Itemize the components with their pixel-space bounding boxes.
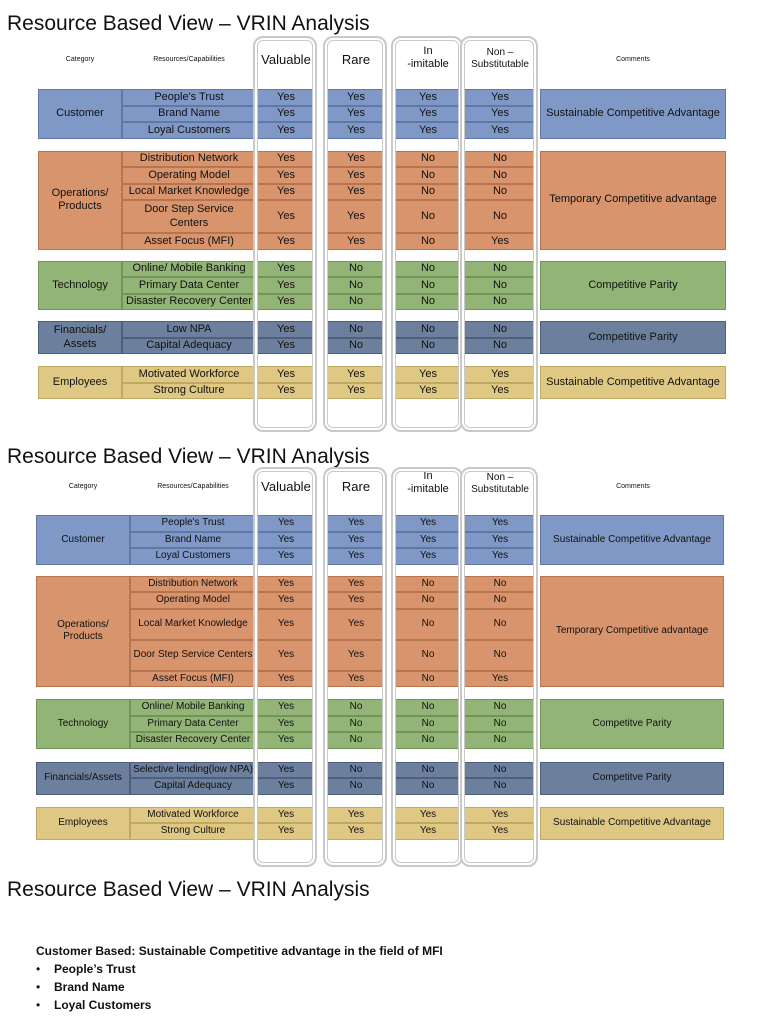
rare-cell: Yes (326, 233, 386, 250)
comment-cell: Competitive Parity (540, 321, 726, 354)
resource-cell: Brand Name (122, 106, 256, 123)
rare-cell: No (326, 716, 386, 733)
bullet-item (36, 962, 443, 980)
valuable-cell: Yes (256, 716, 316, 733)
valuable-cell: Yes (256, 778, 316, 795)
inimitable-cell: No (394, 699, 462, 716)
non-substitutable-cell: Yes (463, 366, 537, 383)
rare-cell: Yes (326, 592, 386, 609)
inimitable-cell: Yes (394, 106, 462, 123)
rare-cell: Yes (326, 89, 386, 106)
non-substitutable-cell: No (463, 716, 537, 733)
valuable-cell: Yes (256, 762, 316, 779)
header-comments: Comments (616, 56, 650, 63)
inimitable-cell: No (394, 576, 462, 593)
resource-cell: Low NPA (122, 321, 256, 338)
inimitable-cell: Yes (394, 366, 462, 383)
valuable-cell: Yes (256, 200, 316, 233)
bullet-icon: • (36, 998, 41, 1012)
inimitable-cell: No (394, 294, 462, 311)
non-substitutable-cell: Yes (463, 532, 537, 549)
resource-cell: Loyal Customers (130, 548, 256, 565)
inimitable-cell: No (394, 261, 462, 278)
valuable-cell: Yes (256, 732, 316, 749)
resource-cell: Motivated Workforce (122, 366, 256, 383)
category-cell: Customer (36, 515, 130, 565)
valuable-cell: Yes (256, 277, 316, 294)
rare-cell: Yes (326, 122, 386, 139)
non-substitutable-cell: Yes (463, 671, 537, 688)
valuable-cell: Yes (256, 261, 316, 278)
non-substitutable-cell: Yes (463, 807, 537, 824)
rare-cell: Yes (326, 609, 386, 640)
non-substitutable-cell: No (463, 732, 537, 749)
valuable-cell: Yes (256, 609, 316, 640)
resource-cell: Asset Focus (MFI) (130, 671, 256, 688)
inimitable-cell: Yes (394, 122, 462, 139)
non-substitutable-cell: No (463, 640, 537, 671)
inimitable-cell: No (394, 200, 462, 233)
comment-cell: Competitve Parity (540, 762, 724, 795)
inimitable-cell: No (394, 640, 462, 671)
non-substitutable-cell: Yes (463, 89, 537, 106)
slide-title: Resource Based View – VRIN Analysis (7, 445, 370, 468)
resource-cell: Loyal Customers (122, 122, 256, 139)
inimitable-cell: Yes (394, 383, 462, 400)
inimitable-cell: No (394, 592, 462, 609)
rare-cell: Yes (326, 640, 386, 671)
inimitable-cell: No (394, 233, 462, 250)
comment-cell: Sustainable Competitive Advantage (540, 89, 726, 139)
non-substitutable-cell: No (463, 592, 537, 609)
valuable-cell: Yes (256, 807, 316, 824)
comment-cell: Competitve Parity (540, 699, 724, 749)
valuable-cell: Yes (256, 823, 316, 840)
header-rare: Rare (341, 52, 371, 67)
resource-cell: People's Trust (130, 515, 256, 532)
non-substitutable-cell: Yes (463, 233, 537, 250)
rare-cell: Yes (326, 823, 386, 840)
bullet-item (36, 998, 443, 1016)
resource-cell: Primary Data Center (122, 277, 256, 294)
inimitable-cell: No (394, 671, 462, 688)
non-substitutable-cell: Yes (463, 122, 537, 139)
inimitable-cell: No (394, 151, 462, 168)
comment-cell: Sustainable Competitive Advantage (540, 807, 724, 840)
non-substitutable-cell: No (463, 338, 537, 355)
resource-cell: Disaster Recovery Center (130, 732, 256, 749)
inimitable-cell: Yes (394, 89, 462, 106)
header-valuable: Valuable (261, 479, 311, 494)
resource-cell: Selective lending(low NPA) (130, 762, 256, 779)
header-resources: Resources/Capabilities (153, 56, 225, 63)
rare-cell: Yes (326, 151, 386, 168)
rare-cell: No (326, 778, 386, 795)
non-substitutable-cell: Yes (463, 823, 537, 840)
category-cell: Operations/ Products (38, 151, 122, 250)
valuable-cell: Yes (256, 592, 316, 609)
bullet-text: People’s Trust (54, 962, 136, 976)
non-substitutable-cell: No (463, 321, 537, 338)
inimitable-cell: Yes (394, 515, 462, 532)
slide-2 (0, 435, 768, 875)
non-substitutable-cell: No (463, 576, 537, 593)
category-cell: Operations/ Products (36, 576, 130, 688)
inimitable-cell: No (394, 778, 462, 795)
header-category: Category (65, 56, 95, 63)
valuable-cell: Yes (256, 548, 316, 565)
comment-cell: Temporary Competitive advantage (540, 151, 726, 250)
rare-cell: No (326, 699, 386, 716)
valuable-cell: Yes (256, 294, 316, 311)
rare-cell: No (326, 294, 386, 311)
resource-cell: Local Market Knowledge (122, 184, 256, 201)
rare-cell: Yes (326, 548, 386, 565)
rare-cell: Yes (326, 184, 386, 201)
valuable-cell: Yes (256, 515, 316, 532)
header-resources: Resources/Capabilities (157, 483, 229, 490)
valuable-cell: Yes (256, 640, 316, 671)
customer-based-notes (36, 944, 443, 1016)
resource-cell: Operating Model (122, 167, 256, 184)
resource-cell: Capital Adequacy (130, 778, 256, 795)
valuable-cell: Yes (256, 106, 316, 123)
category-cell: Financials/Assets (36, 762, 130, 795)
header-inimitable: In -imitable (407, 45, 449, 70)
resource-cell: Capital Adequacy (122, 338, 256, 355)
inimitable-cell: Yes (394, 807, 462, 824)
non-substitutable-cell: Yes (463, 515, 537, 532)
bullet-icon: • (36, 980, 41, 994)
inimitable-cell: No (394, 184, 462, 201)
inimitable-cell: No (394, 338, 462, 355)
resource-cell: Online/ Mobile Banking (122, 261, 256, 278)
rare-cell: Yes (326, 167, 386, 184)
rare-cell: No (326, 732, 386, 749)
inimitable-cell: No (394, 277, 462, 294)
bullet-text: Brand Name (54, 980, 125, 994)
non-substitutable-cell: No (463, 167, 537, 184)
header-category: Category (68, 483, 98, 490)
rare-cell: No (326, 261, 386, 278)
slide-1 (0, 0, 768, 432)
valuable-cell: Yes (256, 321, 316, 338)
rare-cell: Yes (326, 532, 386, 549)
resource-cell: Asset Focus (MFI) (122, 233, 256, 250)
rare-cell: No (326, 762, 386, 779)
rare-cell: Yes (326, 515, 386, 532)
non-substitutable-cell: No (463, 762, 537, 779)
header-comments: Comments (616, 483, 650, 490)
rare-cell: Yes (326, 576, 386, 593)
resource-cell: Door Step Service Centers (130, 640, 256, 671)
rare-cell: No (326, 321, 386, 338)
comment-cell: Temporary Competitive advantage (540, 576, 724, 688)
rare-cell: Yes (326, 366, 386, 383)
inimitable-cell: Yes (394, 823, 462, 840)
valuable-cell: Yes (256, 383, 316, 400)
resource-cell: Strong Culture (122, 383, 256, 400)
valuable-cell: Yes (256, 89, 316, 106)
resource-cell: Local Market Knowledge (130, 609, 256, 640)
inimitable-cell: No (394, 321, 462, 338)
resource-cell: People's Trust (122, 89, 256, 106)
inimitable-cell: No (394, 609, 462, 640)
bullet-icon: • (36, 962, 41, 976)
rare-cell: Yes (326, 383, 386, 400)
header-inimitable: In -imitable (407, 470, 449, 495)
valuable-cell: Yes (256, 122, 316, 139)
non-substitutable-cell: No (463, 277, 537, 294)
category-cell: Technology (36, 699, 130, 749)
category-cell: Technology (38, 261, 122, 311)
valuable-cell: Yes (256, 151, 316, 168)
rare-cell: No (326, 338, 386, 355)
comment-cell: Competitive Parity (540, 261, 726, 311)
non-substitutable-cell: No (463, 184, 537, 201)
non-substitutable-cell: No (463, 261, 537, 278)
non-substitutable-cell: No (463, 699, 537, 716)
inimitable-cell: No (394, 167, 462, 184)
resource-cell: Disaster Recovery Center (122, 294, 256, 311)
non-substitutable-cell: Yes (463, 383, 537, 400)
resource-cell: Brand Name (130, 532, 256, 549)
notes-heading: Customer Based: Sustainable Competitive advantage in the field of MFI (36, 944, 443, 958)
inimitable-cell: No (394, 716, 462, 733)
slide-3-title: Resource Based View – VRIN Analysis (7, 878, 370, 901)
valuable-cell: Yes (256, 184, 316, 201)
comment-cell: Sustainable Competitive Advantage (540, 515, 724, 565)
rare-cell: Yes (326, 200, 386, 233)
header-rare: Rare (341, 479, 371, 494)
inimitable-cell: Yes (394, 548, 462, 565)
rare-cell: Yes (326, 106, 386, 123)
rare-cell: No (326, 277, 386, 294)
category-cell: Customer (38, 89, 122, 139)
valuable-cell: Yes (256, 338, 316, 355)
inimitable-cell: No (394, 762, 462, 779)
header-non-substitutable: Non – Substitutable (471, 472, 529, 495)
rare-cell: Yes (326, 807, 386, 824)
slide-title: Resource Based View – VRIN Analysis (7, 12, 370, 35)
header-non-substitutable: Non – Substitutable (471, 47, 529, 70)
resource-cell: Distribution Network (130, 576, 256, 593)
category-cell: Employees (36, 807, 130, 840)
resource-cell: Strong Culture (130, 823, 256, 840)
valuable-cell: Yes (256, 167, 316, 184)
bullet-item (36, 980, 443, 998)
rare-cell: Yes (326, 671, 386, 688)
non-substitutable-cell: No (463, 778, 537, 795)
non-substitutable-cell: Yes (463, 548, 537, 565)
inimitable-cell: No (394, 732, 462, 749)
valuable-cell: Yes (256, 671, 316, 688)
non-substitutable-cell: No (463, 609, 537, 640)
resource-cell: Primary Data Center (130, 716, 256, 733)
valuable-cell: Yes (256, 576, 316, 593)
inimitable-cell: Yes (394, 532, 462, 549)
non-substitutable-cell: No (463, 294, 537, 311)
category-cell: Financials/ Assets (38, 321, 122, 354)
non-substitutable-cell: No (463, 200, 537, 233)
category-cell: Employees (38, 366, 122, 399)
bullet-text: Loyal Customers (54, 998, 152, 1012)
valuable-cell: Yes (256, 699, 316, 716)
resource-cell: Online/ Mobile Banking (130, 699, 256, 716)
resource-cell: Door Step Service Centers (122, 200, 256, 233)
non-substitutable-cell: No (463, 151, 537, 168)
header-valuable: Valuable (261, 52, 311, 67)
resource-cell: Motivated Workforce (130, 807, 256, 824)
resource-cell: Distribution Network (122, 151, 256, 168)
valuable-cell: Yes (256, 366, 316, 383)
comment-cell: Sustainable Competitive Advantage (540, 366, 726, 399)
resource-cell: Operating Model (130, 592, 256, 609)
non-substitutable-cell: Yes (463, 106, 537, 123)
valuable-cell: Yes (256, 233, 316, 250)
valuable-cell: Yes (256, 532, 316, 549)
